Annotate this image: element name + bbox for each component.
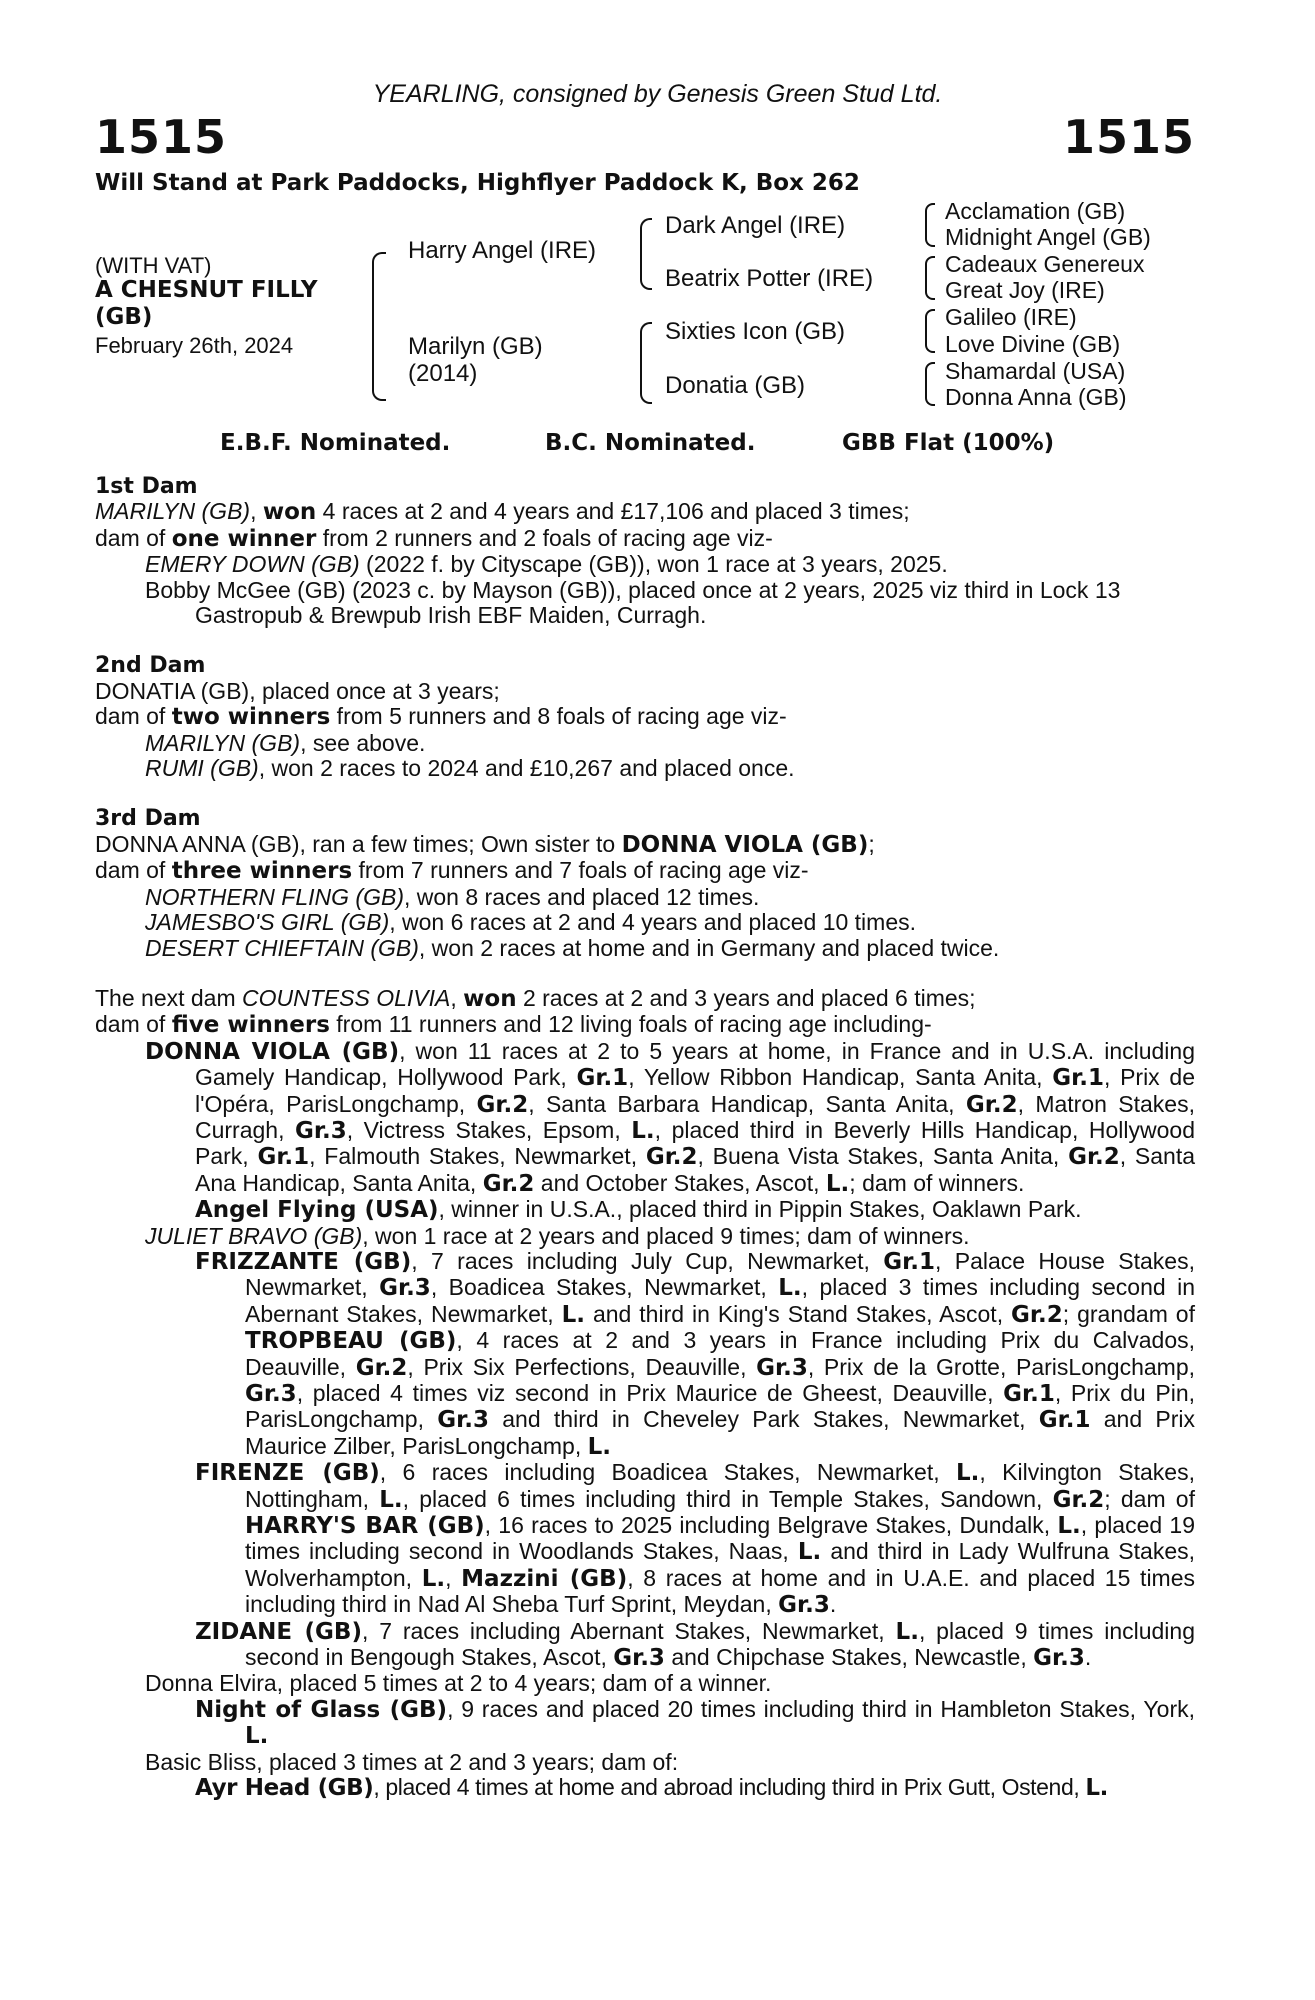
pedigree-sd: Beatrix Potter (IRE)	[665, 265, 874, 292]
third-dam-progeny-3: DESERT CHIEFTAIN (GB), won 2 races at home and in Germany and placed twice.	[145, 934, 1000, 961]
horse-name-line2: (GB)	[95, 304, 153, 330]
pedigree-dam: Marilyn (GB)	[408, 333, 543, 360]
next-dam-produce-line: dam of five winners from 11 runners and 12 living foals of racing age including-	[95, 1011, 932, 1039]
basic-bliss-record: Basic Bliss, placed 3 times at 2 and 3 years; dam of:	[145, 1748, 679, 1775]
juliet-bravo-record: JULIET BRAVO (GB), won 1 race at 2 years and placed 9 times; dam of winners.	[145, 1222, 970, 1249]
pedigree-brace-sire	[640, 218, 652, 290]
pedigree-brace-main	[372, 252, 386, 401]
pedigree-dam-year: (2014)	[408, 360, 478, 387]
second-dam-line: DONATIA (GB), placed once at 3 years;	[95, 677, 500, 704]
pedigree-sire: Harry Angel (IRE)	[408, 237, 597, 264]
vat-note: (WITH VAT)	[95, 253, 212, 278]
third-dam-heading: 3rd Dam	[95, 806, 201, 832]
first-dam-heading: 1st Dam	[95, 474, 198, 499]
pedigree-brace-ds	[925, 309, 935, 353]
donna-elvira-record: Donna Elvira, placed 5 times at 2 to 4 years; dam of a winner.	[145, 1670, 772, 1697]
firenze-record: FIRENZE (GB), 6 races including Boadicea Stakes, Newmarket, L., Kilvington Stakes, Nottingham, L., placed 6 times including third in Temple Stakes, Sandown, Gr.2; dam of HARRY'S BAR (GB), 16 races to 2025 including Belgrave Stakes, Dundalk, L., placed 19 times including second in Woodlands Stakes, Naas, L. and third in Lady Wulfruna Stakes, Wolverhampton, L., Mazzini (GB), 8 races at home and in U.A.E. and placed 15 times including third in Nad Al Sheba Turf Sprint, Meydan, Gr.3.	[195, 1459, 1196, 1619]
horse-name-line1: A CHESNUT FILLY	[95, 277, 318, 303]
pedigree-brace-dam	[640, 322, 652, 404]
pedigree-ssd: Midnight Angel (GB)	[945, 224, 1151, 250]
ebf-nomination: E.B.F. Nominated.	[220, 430, 451, 456]
second-dam-heading: 2nd Dam	[95, 653, 206, 679]
first-dam-progeny-1: EMERY DOWN (GB) (2022 f. by Cityscape (GB)), won 1 race at 3 years, 2025.	[145, 551, 948, 578]
pedigree-dsd: Love Divine (GB)	[945, 331, 1121, 357]
gbb-nomination: GBB Flat (100%)	[842, 430, 1055, 456]
third-dam-line: DONNA ANNA (GB), ran a few times; Own sister to DONNA VIOLA (GB);	[95, 830, 875, 858]
second-dam-progeny-2: RUMI (GB), won 2 races to 2024 and £10,267 and placed once.	[145, 755, 795, 782]
stand-location: Will Stand at Park Paddocks, Highflyer Paddock K, Box 262	[95, 170, 860, 196]
lot-number-right: 1515	[1062, 110, 1195, 164]
donna-viola-record: DONNA VIOLA (GB), won 11 races at 2 to 5 years at home, in France and in U.S.A. including Gamely Handicap, Hollywood Park, Gr.1, Yellow Ribbon Handicap, Santa Anita, Gr.1, Prix de l'Opéra, ParisLongchamp, Gr.2, Santa Barbara Handicap, Santa Anita, Gr.2, Matron Stakes, Curragh, Gr.3, Victress Stakes, Epsom, L., placed third in Beverly Hills Handicap, Hollywood Park, Gr.1, Falmouth Stakes, Newmarket, Gr.2, Buena Vista Stakes, Santa Anita, Gr.2, Santa Ana Handicap, Santa Anita, Gr.2 and October Stakes, Ascot, L.; dam of winners.	[145, 1037, 1196, 1197]
consignment-line: YEARLING, consigned by Genesis Green Stud Ltd.	[372, 80, 943, 108]
next-dam-line: The next dam COUNTESS OLIVIA, won 2 races at 2 and 3 years and placed 6 times;	[95, 984, 976, 1012]
first-dam-progeny-2: Bobby McGee (GB) (2023 c. by Mayson (GB)), placed once at 2 years, 2025 viz third in Lock 13 Gastropub & Brewpub Irish EBF Maiden, Curragh.	[145, 576, 1121, 629]
angel-flying-record: Angel Flying (USA), winner in U.S.A., placed third in Pippin Stakes, Oaklawn Park.	[195, 1196, 1082, 1224]
frizzante-record: FRIZZANTE (GB), 7 races including July Cup, Newmarket, Gr.1, Palace House Stakes, Newmarket, Gr.3, Boadicea Stakes, Newmarket, L., placed 3 times including second in Abernant Stakes, Newmarket, L. and third in King's Stand Stakes, Ascot, Gr.2; grandam of TROPBEAU (GB), 4 races at 2 and 3 years in France including Prix du Calvados, Deauville, Gr.2, Prix Six Perfections, Deauville, Gr.3, Prix de la Grotte, ParisLongchamp, Gr.3, placed 4 times viz second in Prix Maurice de Gheest, Deauville, Gr.1, Prix du Pin, ParisLongchamp, Gr.3 and third in Cheveley Park Stakes, Newmarket, Gr.1 and Prix Maurice Zilber, ParisLongchamp, L.	[195, 1247, 1196, 1460]
pedigree-dss: Galileo (IRE)	[945, 304, 1077, 330]
bc-nomination: B.C. Nominated.	[545, 430, 756, 456]
third-dam-progeny-2: JAMESBO'S GIRL (GB), won 6 races at 2 and 4 years and placed 10 times.	[145, 909, 917, 936]
pedigree-brace-dd	[925, 362, 935, 406]
pedigree-sds: Cadeaux Genereux	[945, 251, 1145, 277]
pedigree-ddd: Donna Anna (GB)	[945, 384, 1127, 410]
first-dam-produce-line: dam of one winner from 2 runners and 2 foals of racing age viz-	[95, 524, 773, 552]
pedigree-ss: Dark Angel (IRE)	[665, 212, 846, 239]
third-dam-produce-line: dam of three winners from 7 runners and 7 foals of racing age viz-	[95, 857, 809, 885]
lot-number-left: 1515	[95, 110, 228, 164]
zidane-record: ZIDANE (GB), 7 races including Abernant Stakes, Newmarket, L., placed 9 times including second in Bengough Stakes, Ascot, Gr.3 and Chipchase Stakes, Newcastle, Gr.3.	[195, 1617, 1196, 1672]
night-of-glass-record: Night of Glass (GB), 9 races and placed 20 times including third in Hambleton Stakes, York, L.	[195, 1695, 1196, 1750]
second-dam-progeny-1: MARILYN (GB), see above.	[145, 729, 426, 756]
pedigree-brace-sd	[925, 256, 935, 300]
foaling-date: February 26th, 2024	[95, 333, 294, 358]
pedigree-dds: Shamardal (USA)	[945, 358, 1126, 384]
pedigree-ds: Sixties Icon (GB)	[665, 318, 846, 345]
pedigree-brace-ss	[925, 203, 935, 247]
third-dam-progeny-1: NORTHERN FLING (GB), won 8 races and placed 12 times.	[145, 883, 760, 910]
ayr-head-record: Ayr Head (GB), placed 4 times at home and abroad including third in Prix Gutt, Ostend, L.	[195, 1774, 1108, 1802]
produce-record	[95, 474, 1195, 1802]
first-dam-line: MARILYN (GB), won 4 races at 2 and 4 years and £17,106 and placed 3 times;	[95, 498, 910, 526]
pedigree-sdd: Great Joy (IRE)	[945, 277, 1105, 303]
pedigree-dd: Donatia (GB)	[665, 372, 806, 399]
second-dam-produce-line: dam of two winners from 5 runners and 8 foals of racing age viz-	[95, 703, 787, 731]
pedigree-sss: Acclamation (GB)	[945, 198, 1126, 224]
